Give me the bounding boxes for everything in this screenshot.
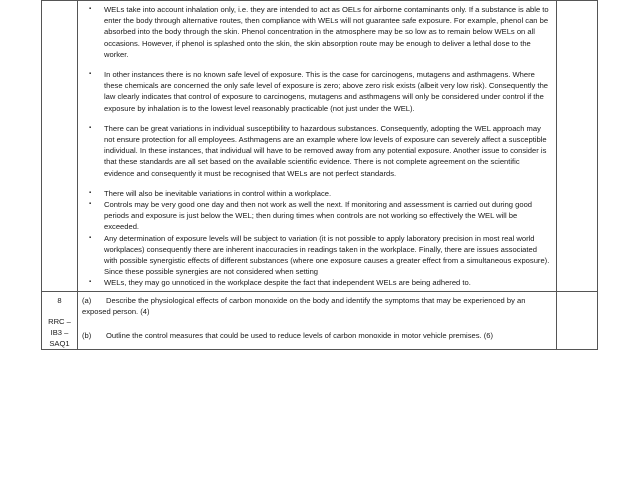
table-row <box>42 1 598 292</box>
question-text-cell <box>78 291 557 350</box>
bullet-icon: ▪ <box>89 189 92 196</box>
table-row <box>42 291 598 350</box>
question-number-cell <box>42 291 78 350</box>
list-item <box>84 188 552 199</box>
list-item <box>84 123 552 179</box>
bullet-icon: ▪ <box>89 71 92 78</box>
answer-bullet-list <box>84 4 552 289</box>
question-part-b: (b) Outline the control measures that could be used to reduce levels of carbon monoxide in motor vehicle premises. (6) <box>82 331 494 341</box>
row-number-cell <box>42 1 78 292</box>
list-item <box>84 4 552 60</box>
bullet-text: There will also be inevitable variations in control within a workplace. <box>104 188 332 198</box>
bullet-icon: ▪ <box>89 201 92 208</box>
bullet-text: WELs, they may go unnoticed in the workplace despite the fact that independent WELs are being adhered to. <box>104 278 471 288</box>
question-reference: RRC – IB3 – SAQ1 <box>48 316 71 349</box>
bullet-text: Controls may be very good one day and then not work as well the next. If monitoring and assessment is carried out during good periods and exposure is just below the WEL; then during times when controls are not working so effectively the WEL will be exceeded. <box>104 200 533 232</box>
bullet-icon: ▪ <box>89 279 92 286</box>
bullet-icon: ▪ <box>89 234 92 241</box>
bullet-text: WELs take into account inhalation only, i.e. they are intended to act as OELs for airborne contaminants only. If a substance is able to enter the body through alternative routes, then compliance with WELs will not guarantee safe exposure. For example, phenol can be absorbed into the body through the skin. Phenol concentration in the atmosphere may be so low as to remain below WELs on all occasions. However, if phenol is splashed onto the skin, the skin absorption route may be enough to deliver a lethal dose to the worker. <box>104 5 549 59</box>
list-item <box>84 199 552 233</box>
bullet-text: In other instances there is no known safe level of exposure. This is the case for carcinogens, mutagens and asthmagens. Where these chemicals are concerned the only safe level of exposure is zero; above zero risk exists (albeit very low risk). Consequently the law clearly indicates that control of exposure to carcinogens, mutagens and asthmagens will only be considered under control if the exposure by inhalation is to the lowest level reasonably practicable (not just under the WEL). <box>104 70 549 113</box>
bullet-text: Any determination of exposure levels will be subject to variation (it is not possible to apply laboratory precision in most real world workplaces) consequently there are inherent inaccuracies in readings taken in the workplace. Finally, there are issues associated with possible synergistic effects of different substances (where one exposure causes a greater effect from a simultaneous exposure). Since these possible synergies are not considered when setting <box>104 233 550 277</box>
marks-cell <box>557 291 598 350</box>
question-part-a: (a) Describe the physiological effects of carbon monoxide on the body and identify the symptoms that may be experienced by an exposed person. (4) <box>82 295 526 316</box>
bullet-icon: ▪ <box>89 124 92 131</box>
answer-cell <box>78 1 557 292</box>
bullet-icon: ▪ <box>89 6 92 12</box>
list-item <box>84 277 552 288</box>
list-item <box>84 233 552 278</box>
marks-cell <box>557 1 598 292</box>
question-number: 8 <box>57 295 62 305</box>
bullet-text: There can be great variations in individual susceptibility to hazardous substances. Consequently, adopting the WEL approach may not ensure protection for all employees. Asthmagens are an example where low levels of exposure can severely affect a susceptible individual. In these instances, that individual will have to be removed away from any potential exposure. Another issue to consider is that these standards are all set based on the available scientific evidence. There is not complete agreement on the scientific evidence and consequently it must be recognised that WELs are not perfect standards. <box>104 123 547 178</box>
answer-table <box>41 0 598 350</box>
list-item <box>84 69 552 114</box>
